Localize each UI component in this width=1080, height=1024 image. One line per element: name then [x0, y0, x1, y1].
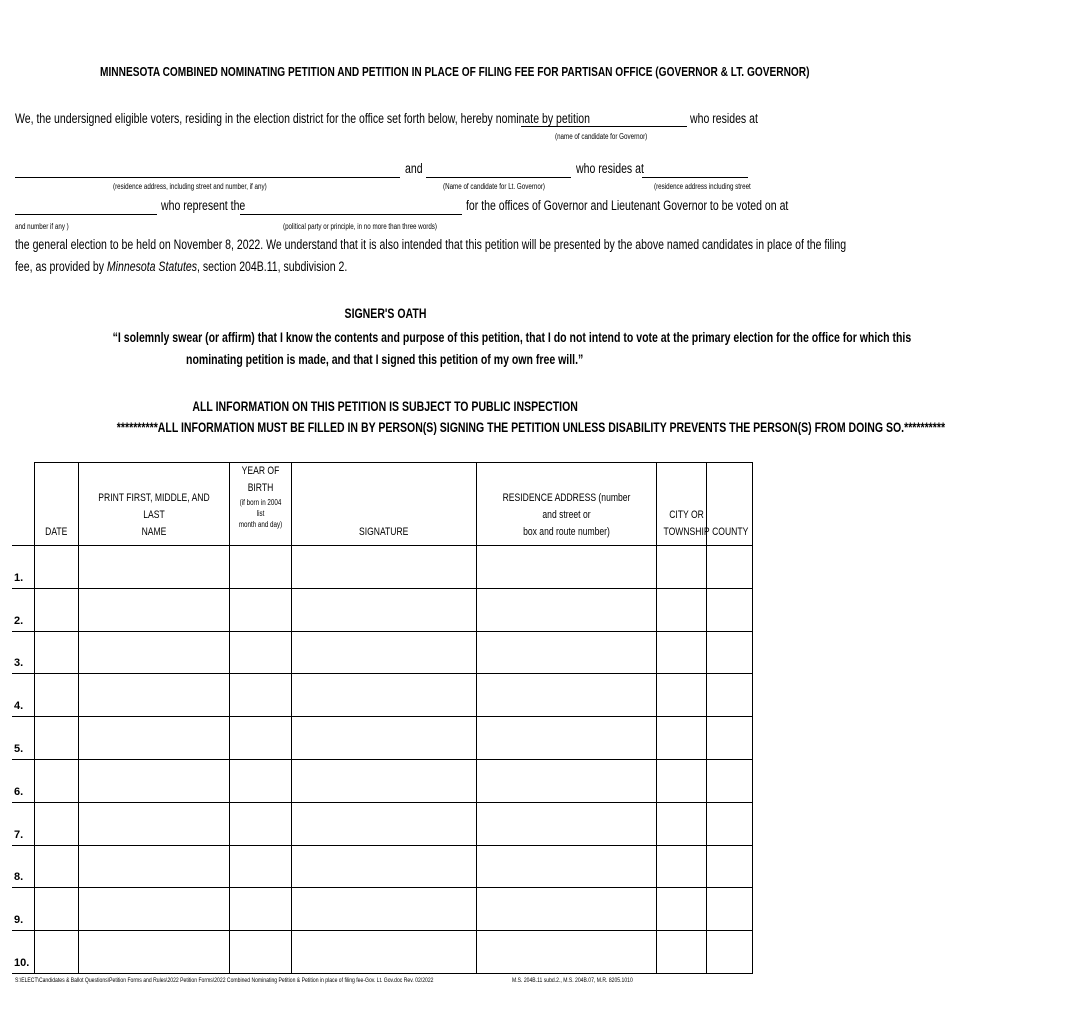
- year-of-birth-cell[interactable]: [229, 802, 291, 845]
- date-cell[interactable]: [34, 802, 78, 845]
- residence-address-cell[interactable]: [476, 588, 656, 631]
- residence-address-cell[interactable]: [476, 631, 656, 674]
- table-row: [12, 674, 752, 717]
- row-number: 7.: [12, 802, 34, 845]
- name-cell[interactable]: [78, 845, 229, 888]
- city-township-cell[interactable]: [656, 631, 706, 674]
- governor-residence-field[interactable]: [15, 177, 400, 178]
- county-cell[interactable]: [706, 631, 752, 674]
- year-of-birth-cell[interactable]: [229, 631, 291, 674]
- table-header-row: [12, 463, 752, 546]
- hint-residence-address: (residence address, including street and number, if any): [113, 182, 267, 191]
- city-township-header: CITY OR TOWNSHIP: [656, 463, 706, 546]
- year-of-birth-cell[interactable]: [229, 546, 291, 589]
- county-cell[interactable]: [706, 717, 752, 760]
- footer-file-path: S:\ELECT\Candidates & Ballot Questions\Petition Forms and Rules\2022 Petition Forms\2022 Combined Nominating Petition & Petition in place of filing fee-Gov. Lt. Gov.doc Rev. 02/2022: [15, 977, 434, 984]
- hint-candidate-governor: (name of candidate for Governor): [555, 132, 648, 141]
- intro-line2-and: and: [405, 161, 423, 176]
- table-row: [12, 631, 752, 674]
- signature-cell[interactable]: [291, 759, 476, 802]
- intro-line4: the general election to be held on November 8, 2022. We understand that it is also intended that this petition will be presented by the above named candidates in place of the filing: [15, 237, 847, 252]
- name-cell[interactable]: [78, 931, 229, 974]
- residence-address-cell[interactable]: [476, 674, 656, 717]
- intro-line1-end: who resides at: [690, 111, 758, 126]
- signature-header: SIGNATURE: [291, 463, 476, 546]
- governor-name-field[interactable]: [521, 126, 687, 127]
- notice-fill-in: **********ALL INFORMATION MUST BE FILLED IN BY PERSON(S) SIGNING THE PETITION UNLESS DISABILITY PREVENTS THE PERSON(S) FROM DOING SO.**********: [116, 420, 946, 435]
- date-cell[interactable]: [34, 717, 78, 760]
- signature-cell[interactable]: [291, 888, 476, 931]
- name-header: PRINT FIRST, MIDDLE, AND LAST NAME: [78, 463, 229, 546]
- hint-political-party: (political party or principle, in no more than three words): [283, 222, 437, 231]
- intro-line5: fee, as provided by Minnesota Statutes, section 204B.11, subdivision 2.: [15, 259, 348, 274]
- residence-address-cell[interactable]: [476, 759, 656, 802]
- row-number: 1.: [12, 546, 34, 589]
- year-of-birth-cell[interactable]: [229, 717, 291, 760]
- county-cell[interactable]: [706, 802, 752, 845]
- signature-cell[interactable]: [291, 588, 476, 631]
- table-row: [12, 717, 752, 760]
- city-township-cell[interactable]: [656, 845, 706, 888]
- year-of-birth-cell[interactable]: [229, 759, 291, 802]
- intro-line1-start: We, the undersigned eligible voters, residing in the election district for the office set forth below, hereby nominate by petition: [15, 111, 591, 126]
- name-cell[interactable]: [78, 588, 229, 631]
- date-cell[interactable]: [34, 759, 78, 802]
- county-header: COUNTY: [706, 463, 752, 546]
- city-township-cell[interactable]: [656, 546, 706, 589]
- lt-governor-residence-field[interactable]: [642, 177, 748, 178]
- row-number: 8.: [12, 845, 34, 888]
- intro-line3-end: for the offices of Governor and Lieutenant Governor to be voted on at: [466, 198, 789, 213]
- lt-governor-residence-cont-field[interactable]: [15, 214, 157, 215]
- form-title: MINNESOTA COMBINED NOMINATING PETITION AND PETITION IN PLACE OF FILING FEE FOR PARTISAN OFFICE (GOVERNOR & LT. GOVERNOR): [100, 64, 810, 79]
- table-row: [12, 759, 752, 802]
- row-number: 6.: [12, 759, 34, 802]
- county-cell[interactable]: [706, 674, 752, 717]
- signature-cell[interactable]: [291, 802, 476, 845]
- year-of-birth-cell[interactable]: [229, 674, 291, 717]
- year-of-birth-cell[interactable]: [229, 931, 291, 974]
- name-cell[interactable]: [78, 802, 229, 845]
- row-number: 3.: [12, 631, 34, 674]
- year-of-birth-cell[interactable]: [229, 888, 291, 931]
- name-cell[interactable]: [78, 631, 229, 674]
- row-number-header: [12, 463, 34, 546]
- signature-cell[interactable]: [291, 717, 476, 760]
- name-cell[interactable]: [78, 546, 229, 589]
- hint-candidate-lt-governor: (Name of candidate for Lt. Governor): [443, 182, 545, 191]
- oath-heading: SIGNER'S OATH: [344, 306, 426, 321]
- intro-line2-resides: who resides at: [576, 161, 644, 176]
- row-number: 4.: [12, 674, 34, 717]
- date-header: DATE: [34, 463, 78, 546]
- county-cell[interactable]: [706, 588, 752, 631]
- hint-and-number: and number if any ): [15, 222, 69, 231]
- city-township-cell[interactable]: [656, 888, 706, 931]
- residence-address-cell[interactable]: [476, 717, 656, 760]
- row-number: 10.: [12, 931, 34, 974]
- name-cell[interactable]: [78, 888, 229, 931]
- table-row: [12, 802, 752, 845]
- county-cell[interactable]: [706, 888, 752, 931]
- name-cell[interactable]: [78, 717, 229, 760]
- year-of-birth-cell[interactable]: [229, 845, 291, 888]
- date-cell[interactable]: [34, 931, 78, 974]
- signature-table: [12, 462, 753, 974]
- county-cell[interactable]: [706, 759, 752, 802]
- city-township-cell[interactable]: [656, 759, 706, 802]
- date-cell[interactable]: [34, 546, 78, 589]
- residence-address-cell[interactable]: [476, 802, 656, 845]
- city-township-cell[interactable]: [656, 931, 706, 974]
- residence-address-cell[interactable]: [476, 931, 656, 974]
- date-cell[interactable]: [34, 588, 78, 631]
- row-number: 5.: [12, 717, 34, 760]
- residence-address-cell[interactable]: [476, 845, 656, 888]
- name-cell[interactable]: [78, 759, 229, 802]
- table-row: [12, 931, 752, 974]
- row-number: 2.: [12, 588, 34, 631]
- signature-cell[interactable]: [291, 931, 476, 974]
- city-township-cell[interactable]: [656, 588, 706, 631]
- date-cell[interactable]: [34, 888, 78, 931]
- hint-residence-street: (residence address including street: [654, 182, 751, 191]
- residence-address-header: RESIDENCE ADDRESS (number and street or box and route number): [476, 463, 656, 546]
- residence-address-cell[interactable]: [476, 546, 656, 589]
- signature-cell[interactable]: [291, 546, 476, 589]
- political-party-field[interactable]: [240, 214, 462, 215]
- residence-address-cell[interactable]: [476, 888, 656, 931]
- lt-governor-name-field[interactable]: [426, 177, 571, 178]
- name-cell[interactable]: [78, 674, 229, 717]
- county-cell[interactable]: [706, 845, 752, 888]
- city-township-cell[interactable]: [656, 717, 706, 760]
- date-cell[interactable]: [34, 674, 78, 717]
- oath-line2: nominating petition is made, and that I signed this petition of my own free will.”: [186, 352, 584, 367]
- signature-cell[interactable]: [291, 674, 476, 717]
- table-row: [12, 588, 752, 631]
- city-township-cell[interactable]: [656, 674, 706, 717]
- year-of-birth-header: YEAR OF BIRTH (if born in 2004 list month and day): [229, 463, 291, 546]
- county-cell[interactable]: [706, 546, 752, 589]
- year-of-birth-cell[interactable]: [229, 588, 291, 631]
- county-cell[interactable]: [706, 931, 752, 974]
- row-number: 9.: [12, 888, 34, 931]
- signature-cell[interactable]: [291, 845, 476, 888]
- date-cell[interactable]: [34, 845, 78, 888]
- city-township-cell[interactable]: [656, 802, 706, 845]
- notice-public-inspection: ALL INFORMATION ON THIS PETITION IS SUBJECT TO PUBLIC INSPECTION: [192, 399, 578, 414]
- footer-statutes: M.S. 204B.11 subd.2., M.S. 204B.07, M.R. 8205.1010: [512, 977, 633, 984]
- signature-cell[interactable]: [291, 631, 476, 674]
- table-row: [12, 888, 752, 931]
- oath-line1: “I solemnly swear (or affirm) that I know the contents and purpose of this petition, that I do not intend to vote at the primary election for the office for which this: [112, 330, 912, 345]
- table-row: [12, 546, 752, 589]
- date-cell[interactable]: [34, 631, 78, 674]
- intro-line3-represent: who represent the: [161, 198, 246, 213]
- table-row: [12, 845, 752, 888]
